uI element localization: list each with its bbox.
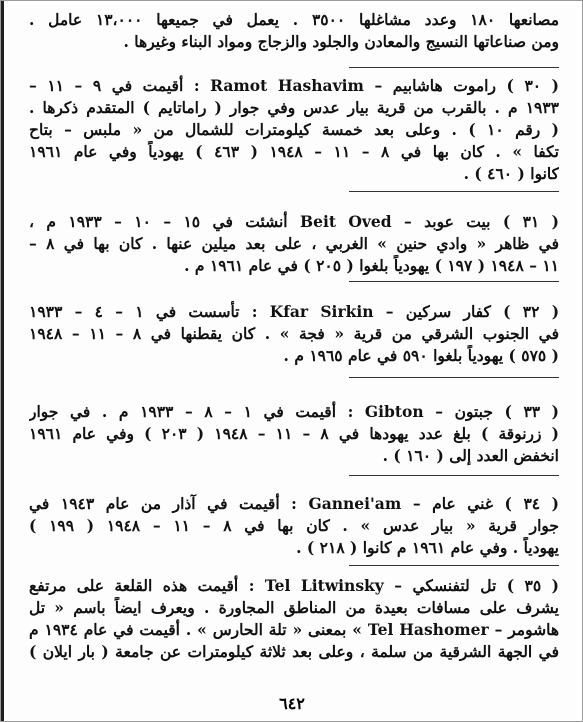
entry-35 <box>29 575 559 663</box>
document-page <box>7 5 577 719</box>
intro-paragraph <box>29 9 559 53</box>
entry-line: كانوا ( ٤٦٠ ) . <box>463 164 559 183</box>
entry-line: ( ٥٧٥ ) يهودياً بلغوا ٥٩٠ في عام ١٩٦٥ م . <box>283 346 559 365</box>
entry-line: جوار قرية « بيار عدس » . كان بها في ٨ – ١١ – ١٩٤٨ ( ١٩٩ ) <box>29 516 559 535</box>
entry-line: في الجنوب الشرقي من قرية « فجة » . كان يقطنها في ٨ – ١١ – ١٩٤٨ <box>29 324 559 343</box>
scan-edge <box>1 1 4 721</box>
separator-rule <box>349 475 559 476</box>
entry-line: ( ٣٤ ) غني عام – Gannei'am : أقيمت في آذار من عام ١٩٤٣ في <box>29 494 559 513</box>
separator-rule <box>349 281 559 282</box>
entry-30 <box>29 75 559 185</box>
text-line: مصانعها ١٨٠ وعدد مشاغلها ٣٥٠٠ . يعمل في جميعها ١٣،٠٠٠ عامل . <box>29 10 559 29</box>
text-line: ومن صناعاتها النسيج والمعادن والجلود والزجاج ومواد البناء وغيرها . <box>123 32 559 51</box>
entry-34 <box>29 493 559 559</box>
entry-line: في ظاهر « وادي حنين » الغربي ، على بعد ميلين عنها . كان بها في ٨ – <box>29 234 559 253</box>
entry-line: ( رقم ١٠ ) . وعلى بعد خمسة كيلومترات للشمال من « ملبس – بتاح <box>29 120 559 139</box>
entry-line: انخفض العدد إلى ( ١٦٠ ) . <box>382 446 559 465</box>
entry-line: ١١ – ١٩٤٨ ( ١٩٧ ) يهودياً بلغوا ( ٢٠٥ ) في عام ١٩٦١ م . <box>184 256 559 275</box>
entry-31 <box>29 211 559 277</box>
separator-rule <box>349 565 559 566</box>
entry-line: ( ٣١ ) بيت عوبد – Beit Oved أنشئت في ١٥ – ١٠ – ١٩٣٣ م ، <box>29 212 559 231</box>
entry-line: ( ٣٥ ) تل لتفنسكي – Tel Litwinsky : أقيمت هذه القلعة على مرتفع <box>29 576 559 595</box>
entry-line: تكفا » . كان بها في ٨ – ١١ – ١٩٤٨ ( ٤٦٣ ) يهودياً وفي عام ١٩٦١ <box>29 142 559 161</box>
entry-line: يهودياً . وفي عام ١٩٦١ م كانوا ( ٢١٨ ) . <box>296 538 559 557</box>
entry-line: ( ٣٣ ) جبتون – Gibton : أقيمت في ١ – ٨ – ١٩٣٣ م . في جوار <box>29 402 559 421</box>
entry-32 <box>29 301 559 367</box>
separator-rule <box>349 377 559 378</box>
entry-line: هاشومر – Tel Hashomer » بمعنى « تلة الحارس » . أقيمت في عام ١٩٣٤ م <box>29 620 559 639</box>
page-number: ٦٤٢ <box>279 694 305 713</box>
separator-rule <box>349 67 559 68</box>
separator-rule <box>349 191 559 192</box>
entry-line: في الجهة الشرقية من سلمة ، وعلى بعد ثلاثة كيلومترات عن جامعة ( بار ايلان ) <box>29 642 559 661</box>
entry-line: ١٩٣٣ م . بالقرب من قرية بيار عدس وفي جوار ( راماتايم ) المتقدم ذكرها . <box>29 98 559 117</box>
entry-33 <box>29 401 559 467</box>
entry-line: يشرف على مسافات بعيدة من المناطق المجاورة . ويعرف ايضاً باسم « تل <box>29 598 559 617</box>
entry-line: ( زرنوقة ) بلغ عدد يهودها في ٨ – ١١ – ١٩٤٨ ( ٢٠٣ ) وفي عام ١٩٦١ <box>29 424 559 443</box>
entry-line: ( ٣٢ ) كفار سركين – Kfar Sirkin : تأسست في ١ – ٤ – ١٩٣٣ <box>29 302 559 321</box>
entry-line: ( ٣٠ ) راموت هاشابيم – Ramot Hashavim : أقيمت في ٩ – ١١ – <box>29 76 559 95</box>
